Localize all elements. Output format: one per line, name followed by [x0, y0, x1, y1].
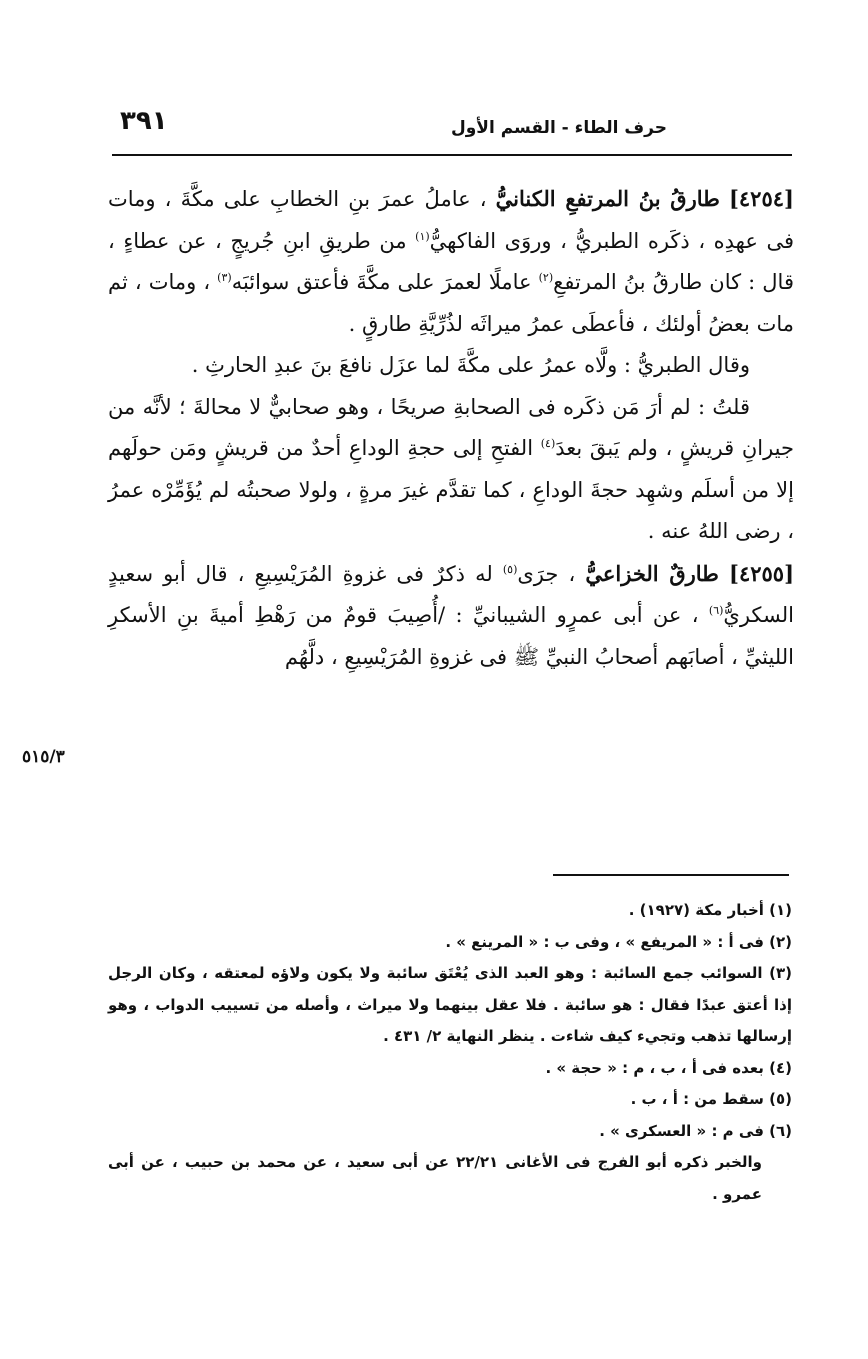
- entry-name: طارقٌ الخزاعيُّ: [585, 560, 719, 586]
- header-title: حرف الطاء - القسم الأول: [450, 118, 667, 138]
- footnote-1: (١) أخبار مكة (١٩٢٧) .: [628, 901, 792, 919]
- entry-number: [٤٢٥٥]: [729, 560, 795, 586]
- tabari-paragraph: وقال الطبريُّ : ولَّاه عمرُ على مكَّةَ لما عزَل نافعَ بنَ عبدِ الحارثِ .: [191, 353, 750, 377]
- footnote-ref: (٢): [538, 271, 554, 284]
- entry-4254-paragraph: [108, 178, 794, 345]
- entry-text: ، عن أبى عمرٍو الشيبانيِّ : /أُصِيبَ قومٌ من رَهْطِ أميةَ بنِ الأسكرِ الليثيِّ ، أصابَهم أصحابُ النبيِّ ﷺ فى غزوةِ المُرَيْسِيعِ ، دلَّهُم: [108, 603, 794, 669]
- entry-text: من طريقِ ابنِ جُريجٍ ، عن عطاءٍ ، قال : كان طارقُ بنُ المرتفعِ: [108, 228, 794, 294]
- main-text: [108, 178, 794, 678]
- entry-number: [٤٢٥٤]: [728, 186, 794, 211]
- comment-text: قلتُ : لم أرَ مَن ذكَره فى الصحابةِ صريحًا ، وهو صحابيٌّ لا محالةَ ؛ لأنَّه من جيرانِ قريشٍ ، ولم يَبقَ بعدَ: [108, 394, 794, 460]
- footnote-6-continuation: والخبر ذكره أبو الفرج فى الأغانى ٢٢/٢١ عن أبى سعيد ، عن محمد بن حبيب ، عن أبى عمرو .: [108, 1153, 762, 1203]
- entry-text: له ذكرٌ فى غزوةِ المُرَيْسِيعِ ، قال أبو سعيدٍ السكريُّ: [108, 561, 794, 627]
- author-comment-paragraph: [108, 387, 794, 553]
- entry-text: ، عاملُ عمرَ بنِ الخطابِ على مكَّةَ ، ومات فى عهدِه ، ذكَره الطبريُّ ، وروَى الفاكهيُّ: [108, 187, 794, 253]
- running-header: [112, 100, 792, 156]
- footnote-ref: (٣): [217, 271, 232, 284]
- entry-name: طارقُ بنُ المرتفعِ الكنانيُّ: [495, 186, 720, 211]
- footnote-ref: (٤): [540, 437, 556, 450]
- footnote-ref: (٥): [502, 562, 518, 576]
- page-number: ٣٩١: [120, 106, 168, 136]
- footnotes: [108, 895, 792, 1210]
- footnote-5: (٥) سقط من : أ ، ب .: [630, 1090, 792, 1108]
- footnote-separator: [553, 874, 789, 876]
- entry-text: عاملًا لعمرَ على مكَّةَ فأعتق سوائبَه: [231, 270, 532, 294]
- margin-volume-page-ref: ٥١٥/٣: [22, 747, 65, 767]
- footnote-6: (٦) فى م : « العسكرى » .: [599, 1121, 792, 1140]
- footnote-4: (٤) بعده فى أ ، ب ، م : « حجة » .: [545, 1058, 792, 1077]
- footnote-ref: (١): [415, 229, 430, 243]
- entry-text: ، ومات ، ثم مات بعضُ أولئك ، فأعطَى عمرُ ميراثَه لذُرِّيَّةِ طارقٍ .: [108, 270, 794, 336]
- footnote-2: (٢) فى أ : « المريفع » ، وفى ب : « المرينع » .: [445, 932, 792, 951]
- entry-4255-paragraph: [108, 553, 794, 679]
- footnote-ref: (٦): [708, 604, 724, 617]
- entry-text: ، جرَى: [517, 561, 576, 586]
- footnote-3: (٣) السوائب جمع السائبة : وهو العبد الذى يُعْتَق سائبة ولا يكون ولاؤه لمعتقه ، وكان الرجل إذا أعتق عبدًا فقال : هو سائبة . فلا عقل بينهما ولا ميراث ، وأصله من تسييب الدواب ، وهو إرسالها تذهب وتجيء كيف شاءت . ينظر النهاية ٢/ ٤٣١ .: [108, 964, 792, 1045]
- comment-text: الفتحِ إلى حجةِ الوداعِ أحدٌ من قريشٍ ومَن حولَهم إلا من أسلَم وشهِد حجةَ الوداعِ ، كما تقدَّم غيرَ مرةٍ ، ولولا صحبتُه لم يُؤَمِّرْه عمرُ ، رضى اللهُ عنه .: [108, 436, 794, 543]
